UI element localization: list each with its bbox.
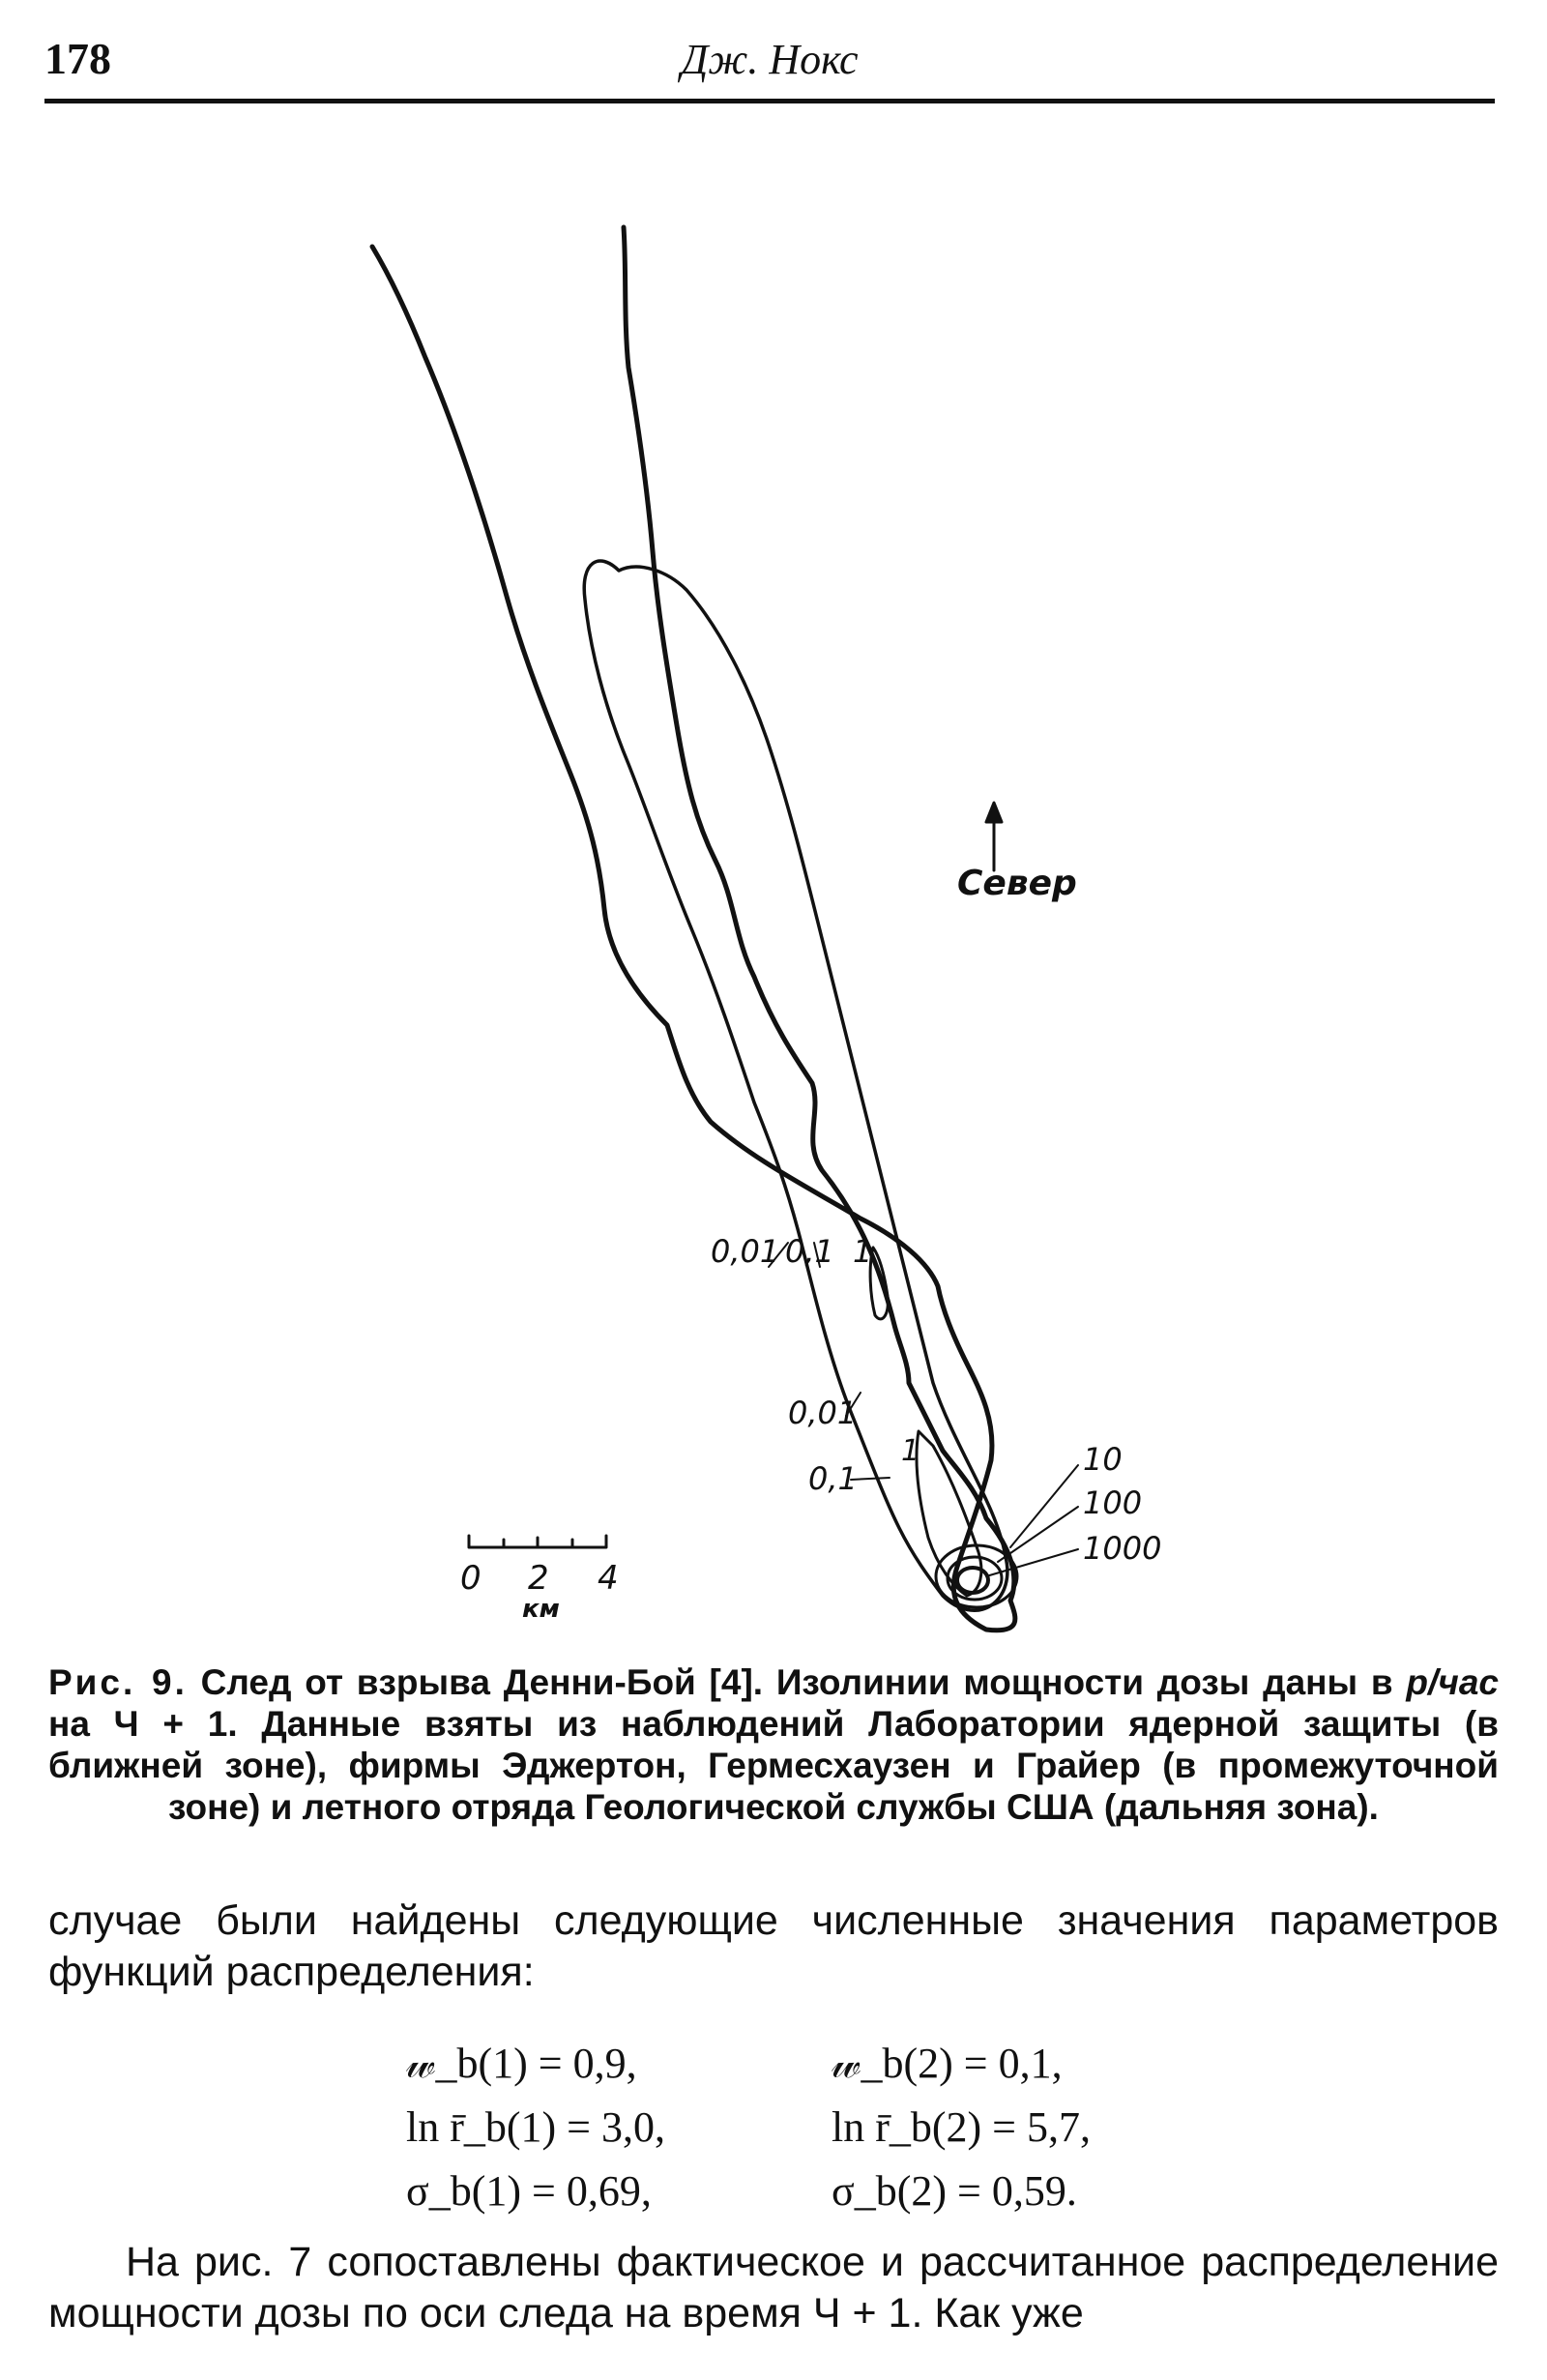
label-0.01-upper: 0,01 — [711, 1233, 780, 1270]
equation-s1: σ_b(1) = 0,69, — [406, 2167, 652, 2215]
contour-map — [0, 106, 1547, 1654]
scale-bar — [469, 1536, 606, 1547]
label-1-lower: 1 — [901, 1434, 920, 1468]
label-0.1-upper: 0,1 — [785, 1233, 834, 1270]
page-number: 178 — [44, 34, 111, 83]
fallout-contour-figure — [0, 106, 1547, 1654]
leader-1000 — [986, 1549, 1078, 1576]
equations-block — [0, 2039, 1547, 2232]
leader-10 — [1010, 1465, 1078, 1547]
caption-unit: р/час — [1406, 1662, 1500, 1702]
label-100: 100 — [1083, 1484, 1143, 1521]
caption-text-1: След от взрыва Денни-Бой [4]. Изолинии мощности дозы даны в — [187, 1662, 1407, 1702]
label-1-upper: 1 — [853, 1233, 873, 1270]
equation-w2: 𝓌_b(2) = 0,1, — [832, 2040, 1063, 2087]
caption-lead: Рис. 9. — [48, 1662, 188, 1702]
label-1000: 1000 — [1083, 1530, 1162, 1567]
scale-tick-2: 2 — [528, 1559, 549, 1598]
equation-r1: ln r̄_b(1) = 3,0, — [406, 2103, 665, 2151]
equation-s2: σ_b(2) = 0,59. — [832, 2167, 1077, 2215]
label-0.01-lower: 0,01 — [788, 1395, 858, 1431]
paragraph-2: На рис. 7 сопоставлены фактическое и рассчитанное распределение мощности дозы по оси следа на время Ч + 1. Как уже — [48, 2239, 1499, 2336]
paragraph-1: случае были найдены следующие численные значения параметров функций распределения: — [48, 1897, 1499, 1995]
caption-text-2: на Ч + 1. Данные взяты из наблюдений Лаборатории ядерной защиты (в ближней зоне), фирмы Эджертон, Гермесхаузен и Грайер (в промежуточной зоне) и летного отряда Геологической службы США (дальняя зона). — [48, 1704, 1499, 1827]
equation-r2: ln r̄_b(2) = 5,7, — [832, 2103, 1091, 2151]
page-header — [44, 29, 1495, 103]
label-0.1-lower: 0,1 — [808, 1460, 858, 1497]
scale-tick-4: 4 — [598, 1559, 619, 1598]
contour-1000 — [957, 1568, 988, 1593]
contour-0.01 — [372, 227, 1015, 1631]
scale-unit: км — [522, 1595, 560, 1624]
equation-w1: 𝓌_b(1) = 0,9, — [406, 2040, 637, 2087]
running-head: Дж. Нокс — [681, 36, 859, 83]
north-label: Север — [957, 864, 1077, 903]
scale-tick-0: 0 — [460, 1559, 482, 1598]
figure-caption — [48, 1661, 1499, 1828]
label-10: 10 — [1083, 1441, 1123, 1478]
